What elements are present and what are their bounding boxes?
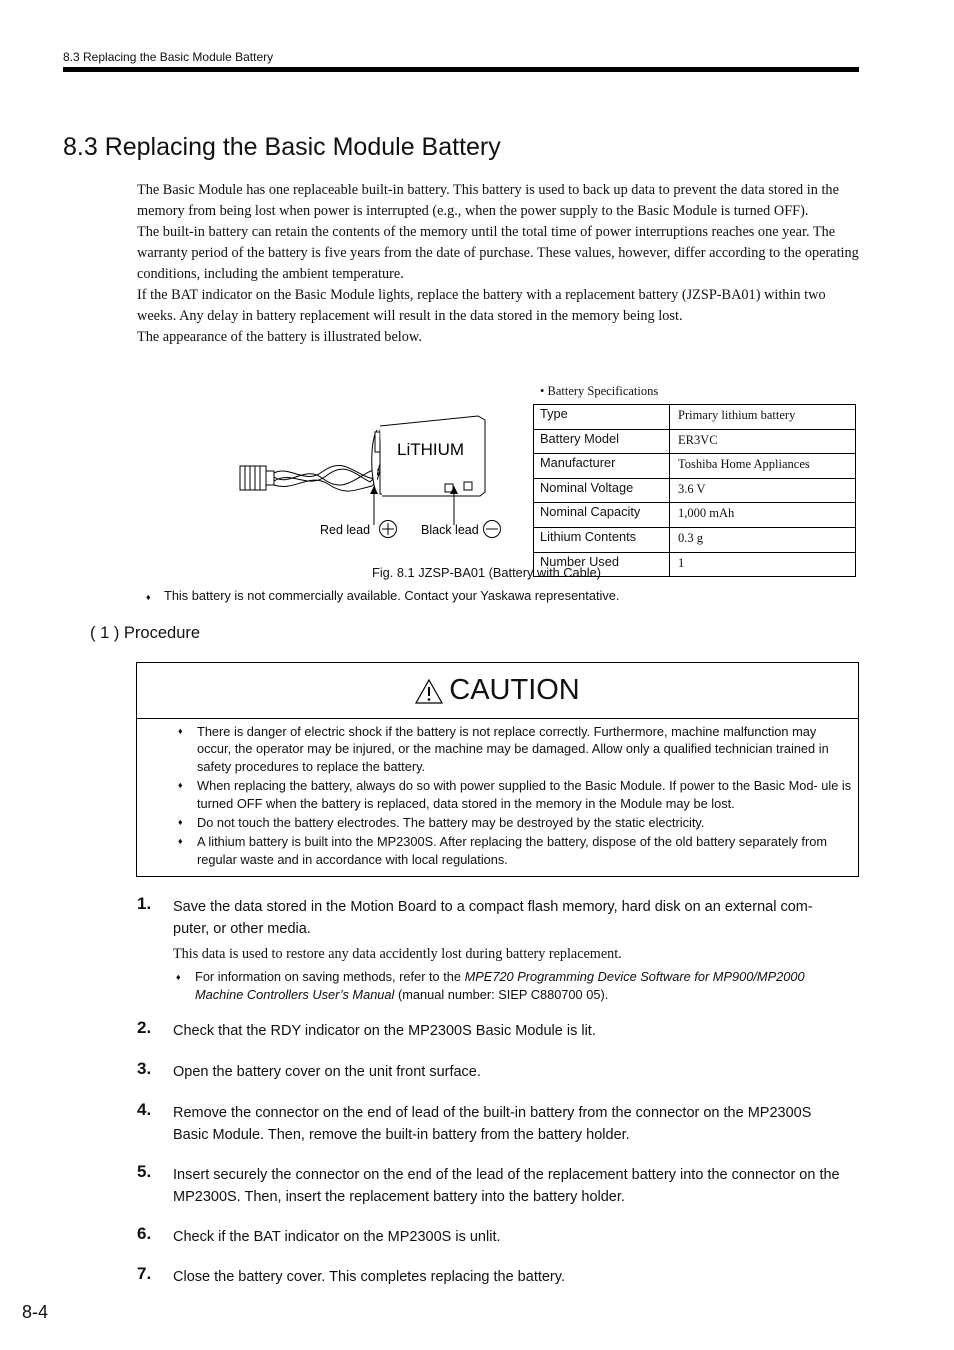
spec-key: Number Used [534,552,670,577]
red-lead-label: Red lead [320,523,371,537]
caution-header [137,663,858,719]
battery-leads [274,460,386,491]
intro-paragraph: If the BAT indicator on the Basic Module lights, replace the battery with a replacement battery (JZSP-BA01) within two weeks. Any delay in battery replacement will result in the data stored in the memory being lost. [137,287,826,324]
caution-title: CAUTION [449,674,580,706]
step-reference [176,968,848,1004]
reference-text [195,968,848,1004]
caution-item [177,814,853,831]
caution-item-text: A lithium battery is built into the MP2300S. After replacing the battery, dispose of the old battery separately from regular waste and in accordance with local regulations. [197,834,827,867]
spec-value: ER3VC [670,429,856,454]
warning-triangle-icon [415,678,443,704]
spec-key: Nominal Capacity [534,503,670,528]
spec-row [534,405,856,430]
cable-connector [240,466,274,490]
step-text: Check if the BAT indicator on the MP2300S is unlit. [173,1229,501,1245]
header-rule [63,67,859,72]
reference-lead: For information on saving methods, refer to the [195,969,465,984]
caution-item [177,777,853,812]
step-number: 2. [137,1018,152,1037]
spec-row [534,478,856,503]
spec-key: Nominal Voltage [534,478,670,503]
spec-value: Primary lithium battery [670,405,856,430]
spec-value: Toshiba Home Appliances [670,454,856,479]
page-number: 8-4 [22,1302,49,1322]
figure-caption: Fig. 8.1 JZSP-BA01 (Battery with Cable) [372,565,602,580]
procedure-step [137,1226,849,1248]
step-number: 4. [137,1100,152,1119]
bullet-icon: ♦ [178,780,183,791]
spec-key: Battery Model [534,429,670,454]
intro-paragraph: The Basic Module has one replaceable built-in battery. This battery is used to back up data to prevent the data stored in the memory from being lost when power is interrupted (e.g., when the power supply to the Basic Module is turned OFF). [137,182,839,219]
availability-note [146,588,619,603]
procedure-step [137,1102,849,1146]
battery-spec-table [533,404,856,577]
procedure-step [137,896,849,940]
caution-item [177,723,853,775]
spec-key: Lithium Contents [534,527,670,552]
battery-illustration [230,410,510,545]
black-lead-label: Black lead [421,523,479,537]
step-number: 5. [137,1162,152,1181]
spec-row [534,429,856,454]
caution-list [177,723,853,870]
procedure-step [137,1266,849,1288]
spec-row [534,454,856,479]
section-title: 8.3 Replacing the Basic Module Battery [63,133,501,161]
step-text: Open the battery cover on the unit front surface. [173,1064,481,1080]
caution-item-text: There is danger of electric shock if the battery is not replace correctly. Furthermore, machine malfunction may occur, the operator may be injured, or the machine may be damaged. Allow only a qualified technician trained in safety procedures to replace the battery. [197,724,829,774]
spec-value: 1,000 mAh [670,503,856,528]
caution-box [136,662,859,877]
reference-tail: (manual number: SIEP C880700 05). [394,987,609,1002]
manual-title: MPE720 Programming Device Software for MP900/MP2000 Machine Controllers User’s Manual [195,969,805,1002]
step-text: Remove the connector on the end of lead of the built-in battery from the connector on the MP2300S Basic Module. Then, remove the built-in battery from the battery holder. [173,1105,812,1143]
minus-icon [484,521,501,538]
step-number: 6. [137,1224,152,1243]
step-number: 7. [137,1264,152,1283]
procedure-step [137,1061,849,1083]
bullet-icon: ♦ [146,592,151,602]
spec-row [534,527,856,552]
intro-paragraph: The built-in battery can retain the contents of the memory until the total time of power interruptions reaches one year. The warranty period of the battery is five years from the date of purchase. These values, however, differ according to the operating conditions, including the ambient temperature. [137,224,859,282]
spec-value: 1 [670,552,856,577]
step-text: Close the battery cover. This completes replacing the battery. [173,1269,565,1285]
caution-item-text: When replacing the battery, always do so with power supplied to the Basic Module. If power to the Basic Mod- ule is turned OFF when the battery is replaced, data stored in the memory in the Module may be lost. [197,778,852,811]
step-text: Insert securely the connector on the end of the lead of the replacement battery into the connector on the MP2300S. Then, insert the replacement battery into the battery holder. [173,1167,840,1205]
procedure-step [137,1020,849,1042]
step-note: This data is used to restore any data accidently lost during battery replacement. [173,946,622,962]
caution-item [177,833,853,868]
battery-label: LiTHIUM [397,440,465,459]
step-number: 1. [137,894,152,913]
bullet-icon: ♦ [176,972,181,982]
spec-value: 3.6 V [670,478,856,503]
plus-icon [380,521,397,538]
caution-item-text: Do not touch the battery electrodes. The battery may be destroyed by the static electricity. [197,815,705,831]
procedure-step [137,1164,849,1208]
step-text: Check that the RDY indicator on the MP2300S Basic Module is lit. [173,1023,596,1039]
step-text: Save the data stored in the Motion Board to a compact flash memory, hard disk on an external com- puter, or other media. [173,899,813,937]
bullet-icon: ♦ [178,836,183,847]
spec-value: 0.3 g [670,527,856,552]
note-text: This battery is not commercially available. Contact your Yaskawa representative. [164,588,620,603]
bullet-icon: ♦ [178,817,183,828]
running-head: 8.3 Replacing the Basic Module Battery [63,50,274,64]
bullet-icon: ♦ [178,726,183,736]
spec-row [534,503,856,528]
step-number: 3. [137,1059,152,1078]
spec-key: Type [534,405,670,430]
intro-paragraph: The appearance of the battery is illustrated below. [137,329,422,345]
intro-text [137,180,859,348]
spec-key: Manufacturer [534,454,670,479]
procedure-heading: ( 1 ) Procedure [90,624,201,642]
spec-caption: • Battery Specifications [540,384,659,398]
